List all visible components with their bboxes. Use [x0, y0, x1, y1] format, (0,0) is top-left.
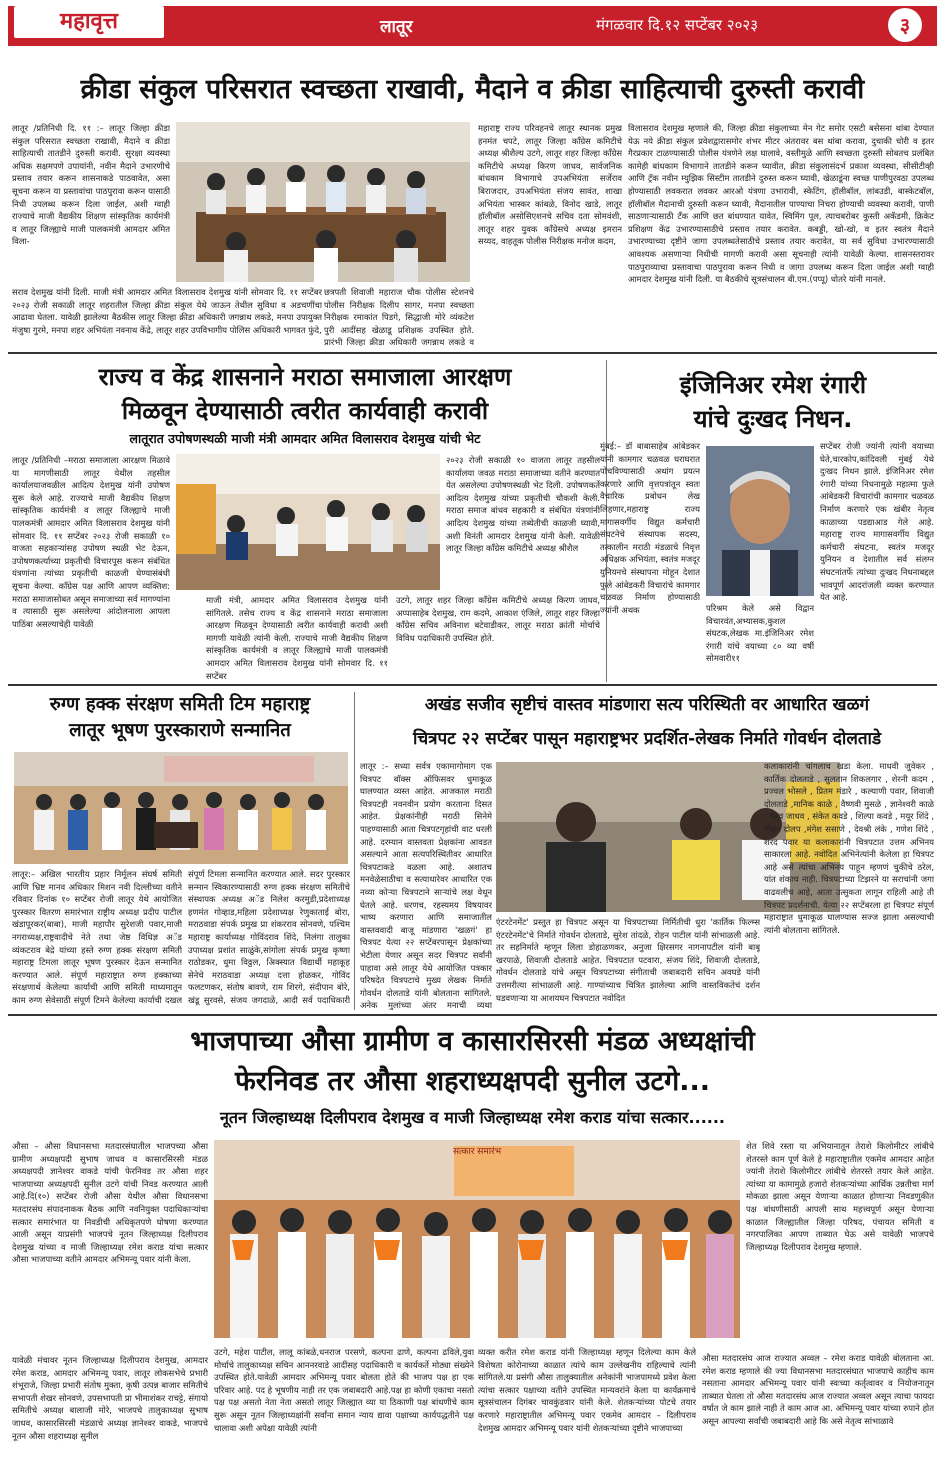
story1-headline: क्रीडा संकुल परिसरात स्वच्छता राखावी, मैदाने व क्रीडा साहित्याची दुरुस्ती करावी [80, 74, 865, 105]
story3-col3: परिश्रम केले असे विद्वान विचारवंत,अभ्यासक,कुशल संघटक,लेखक मा.इंजिनिअर रमेश रंगारी यांचे वयाच्या ८० व्या वर्षी सोमवारी११ [706, 603, 814, 664]
story3-portrait [706, 446, 814, 596]
story6-col4: शेत शिवे रस्ता या अभियानातून तेराशे किलोमीटर लांबीचे शेतरस्ते काम पूर्ण केले हे महाराष्ट्रातील एकमेव आमदार आहेत ज्यांनी तेराशे किलोमीटर लांबीचे शेतरस्ते तयार केले आहेत. त्यांच्या या कामामुळे हजारो शेतकऱ्यांच्या आर्थिक उन्नतीचा मार्ग मोकळा झाला असून येणाऱ्या काळात होणाऱ्या निवडणुकीत पक्ष बांधणीसाठी आपली साथ महत्त्वपूर्ण असून येणाऱ्या काळात जिल्ह्यातील जिल्हा परिषद, पंचायत समिती व नगरपालिका आपण ताब्यात घेऊ असे यावेळी भाजपचे जिल्हाध्यक्ष दिलीपराव देशमुख म्हणाले. [746, 1141, 934, 1252]
issue-date: मंगळवार दि.१२ सप्टेंबर २०२३ [596, 16, 758, 34]
portrait-photo [706, 446, 814, 596]
story6-col3: व्यक्त करीत रमेश कराड यांनी जिल्हाध्यक्ष म्हणून दिलेल्या काम केले विशेषता कोरोनाच्या काळात त्यांचे काम उल्लेखनीय राहिल्याचे त्यांनी सांगितले.या प्रसंगी औसा तालुक्यातील अनेकांनी भाजपामध्ये प्रवेश केला त्यांचा सत्कार पक्षाच्या वतीने उपस्थित मान्यवरांने केला या कार्यक्रमाचे सूत्रसंचालन दिगंबर चावकुंडवार यांनी केले. शेतकऱ्यांच्या पोटचे तयार करणारे महाराष्ट्रातील अभिमन्यू पवार एकमेव आमदार – दिलीपराव देशमुख आमदार अभिमन्यू पवार यांनी शेतकऱ्यांच्या दृष्टीने भाजपाच्या [478, 1347, 696, 1433]
story3-col1: मुंबई:– डॉ बाबासाहेब आंबेडकर यांनी कामगार चळवळ घराघरात पोचविण्यासाठी अथांग प्रयत्न करणारे आणि वृत्तपत्रांतून स्वतः वैचारिक प्रबोधन लेख लिहणार,महाराष्ट्र राज्य मागासवर्गीय विद्युत कर्मचारी संघटनेचे संस्थापक सदस्य, तत्कालीन मराठी मंडळाचे निवृत्त अधिक्षक अभियंता, स्वतंत्र मजदूर युनियनचे संस्थापना मोहून देशात फुले आंबेडकरी विचारांचे कामगार चळवळ निर्माण होण्यासाठी ज्यांनी अथक [600, 441, 700, 615]
story3-col2: सप्टेंबर रोजी ज्यांनी त्यांनी वयाच्या घेते,चारकोप,कांदिवली मुंबई येथे दुःखद निधन झाले. इंजिनिअर रमेश रंगारी यांच्या निधनामुळे महात्मा फुले आंबेडकरी विचारांची कामगार चळवळ निर्माण करणारे एक खंबीर नेतृत्व काळाच्या पडद्याआड गेले आहे. महाराष्ट्र राज्य मागासवर्गीय विद्युत कर्मचारी संघटना, स्वतंत्र मजदूर युनियन व देशातील सर्व संलग्न संघटनांतर्फे त्यांच्या दुःखद निधनाबद्दल भावपूर्ण आदरांजली व्यक्त करण्यात येत आहे. [820, 441, 934, 603]
story6-headline-line1: भाजपाच्या औसा ग्रामीण व कासारसिरसी मंडळ अध्यक्षांची [190, 1026, 755, 1057]
story2-col4: उटगे, लातूर शहर जिल्हा काँग्रेस कमिटीचे अध्यक्ष किरण जाधव, अप्पासाहेब देशमुख, राम कदमे, आकाश एंजिले, लातूर शहर जिल्हा काँग्रेस सचिव अविनाश बटेवाडीकर, लातूर मराठा क्रांती मोर्चाचे विविध पदाधिकारी उपस्थित होते. [396, 595, 600, 643]
divider [8, 352, 937, 354]
column-divider [354, 692, 355, 1010]
story2-headline-line2: मिळवून देण्यासाठी त्वरीत कार्यवाही करावी [121, 397, 489, 425]
story5-headline-line2: चित्रपट २२ सप्टेंबर पासून महाराष्ट्रभर प्रदर्शित-लेखक निर्माते गोवर्धन दोलताडे [412, 729, 882, 749]
story4-col2: संपूर्ण टिमला सन्मानित करण्यात आले. सदर पुरस्कार सन्मान स्विकारण्यासाठी रुग्ण हक्क संरक्षण समितीचे संस्थापक अध्यक्ष अॅड निलेश करमुडी,प्रदेशाध्यक्ष हणमंत गोव्हाड,महिला प्रदेशाध्यक्ष रेणुकाताई बोरा, मराठवाडा संपर्क प्रमुख प्रा शंकरराव सोनवणे, पश्चिम महाराष्ट्र कार्याध्यक्ष गोविंदराव शिंदे, निलंगा तालुका उपाध्यक्ष प्रशांत साळुंके,सांगोला संपर्क प्रमुख कृष्णा राठोडकर, धुमा विठ्ठल, अिक्स्यात विद्यार्थी महाकूह सेनेचे मराठवाडा अध्यक्ष दत्ता होळकर, गोविंद फलटणकर, संतोष बावणे, राम शिरगे, संदीपान बोरे, खंडू सुरवसे, संजय जगदाळे, आदी सर्व पदाधिकारी [188, 869, 350, 1005]
story1-col1: लातूर /प्रतिनिधी दि. ११ :– लातूर जिल्हा क्रीडा संकुल परिसरात स्वच्छता राखावी, मैदाने व क्रीडा साहित्याची तातडीने दुरुस्ती करावी. सुरक्षा व्यवस्था अधिक सक्षमपणे उपायांनी, नवीन मैदाने उभारणीचे प्रस्ताव तयार करून शासनाकडे पाठवावेत, असा सूचना करून या प्रस्तावांचा पाठपुरावा करून यासाठी निधी उपलब्ध करून दिला जाईल, अशी ग्वाही राज्याचे माजी वैद्यकीय शिक्षण सांस्कृतिक कार्यमंत्री व लातूर जिल्ह्याचे माजी पालकमंत्री आमदार अमित विला- [12, 123, 170, 247]
story6-headline-line2: फेरनिवड तर औसा शहराध्यक्षपदी सुनील उटगे... [234, 1066, 711, 1097]
story5-col3: कलाकारांनी चांगलाच खडा केला. माधवी जुवेकर , कार्तिक दोलताडे , सुलतान शिकलगार , शेरनी कदम , प्रज्वल भोसले , प्रितम मंडारे , कल्याणी पवार, शिवाजी दोलताडे ,मानिक काळे , वैष्णवी मुसळे , ज्ञानेश्वरी काळे , भैरव जाधव , संकेत कवडे , शिल्पा कवडे , मयूर शिंदे , मोहन दोलप ,मंगेश ससाणे , देवश्री लंके , गणेश शिंदे , शरद पवार या कलाकारांनी चित्रपटात उत्तम अभिनय साकारला आहे. नवोदित अभिनेत्यांनी केलेला हा चित्रपट आहे असे त्यांचा अभिनय पाहून म्हणणं चुकीचे ठरेल, यांत शंकाच नाही. चित्रपटाच्या टिझरने या सराचांनी जगा वाढवलीच आहे, आता उत्सुकता लागून राहिली आहे ती चित्रपट प्रदर्शनाची. येत्या २२ सप्टेंबरला हा चित्रपट संपूर्ण महाराष्ट्रात धुमाकूळ घालण्यास सज्ज झाला असल्याची त्यांनी बोलताना सांगितले. [764, 761, 934, 935]
story5-col2: एंटरटेनमेंट' प्रस्तुत हा चित्रपट असून या चित्रपटाच्या निर्मितीची धुरा 'कार्तिक फिल्म्स एंटरटेनमेंट'चे निर्माते गोवर्धन दोलताडे, सुरेश तांदळे, रोहन पाटील यांनी सांभाळली आहे. तर सहनिर्माते म्हणून लिला डोहाळणकर, अनुजा क्षिरसगर नागनापटील यांनी बाबू खरपाळे, शिवाजी दोलताडे आहेत. चित्रपटात पटवारा, संजय शिंदे, शिवाजी दोलताडे, गोवर्धन दोलताडे यांचे असून चित्रपटाच्या संगीताची जबाबदारी सचिन अवघडे यांनी उत्तमरीत्या सांभाळली आहे. गाण्यांच्याच चित्रित झालेल्या आणि वास्तविकतेचं दर्शन घडवणाऱ्या या आशयघन चित्रपटात नवोदित [496, 917, 760, 1003]
story2-photo [176, 454, 440, 590]
story2-col2: २०२३ रोजी सकाळी १० वाजता लातूर तहसील कार्यालया जवळ मराठा समाजाच्या वतीने करण्यात येत असलेल्या उपोषणस्थळी भेट दिली. उपोषणकर्ते आदित्य देशमुख यांच्या प्रकृतीची चौकशी केली. मराठा समाज बांधव सहकारी व संबंधित यंत्रणांनी आदित्य देशमुख यांच्या तब्येतीची काळजी घ्यावी, अशी विनंती आमदार देशमुख यांनी केली. यावेळी लातूर जिल्हा काँग्रेस कमिटीचे अध्यक्ष श्रीशैल [446, 455, 600, 554]
page-number: ३ [888, 8, 922, 42]
award-ceremony-photo [14, 752, 348, 864]
story6-subhead: नूतन जिल्हाध्यक्ष दिलीपराव देशमुख व माजी जिल्हाध्यक्ष रमेश कराड यांचा सत्कार...... [219, 1108, 726, 1127]
story4-headline-line2: लातूर भूषण पुरस्काराणे सन्मानित [69, 720, 291, 741]
story1-col4: विलासराव देशमुख म्हणाले की, जिल्हा क्रीडा संकुलाच्या मेन गेट समोर एसटी बसेसना थांबा देण्यात येऊ नये क्रीडा संकुल प्रवेशद्वारासमोर शंभर मीटर अंतरावर बस थांबा करावा, दुचाकी चोरी व इतर गैरप्रकार टाळण्यासाठी पोलीस यंत्रणेने लक्ष घालावे, वस्तीमुळे आणि स्वच्छता दुरुस्ती सोबतच प्रलंबित कामेही बांधकाम विभागाने तातडीने करून घ्यावीत, क्रीडा संकुलासंदर्भ प्रकाश व्यवस्था, सीसीटीव्ही आणि ट्रॅक नवीन म्युझिक सिस्टीम तातडीने दुरुस्त करून घ्यावी, खेळाडूंना स्वच्छ पाणीपुरवठा उपलब्ध होण्यासाठी लवकरात लवकर आरओ यंत्रणा उभारावी, स्केटिंग, हॉलीबॉल, लांबउडी, बास्केटबॉल, हॉलीबॉल मैदानाची दुरुस्ती करून घ्यावी, मैदानातील पाण्याचा निचरा होण्याची व्यवस्था करावी, पाणी साठणाऱ्यासाठी टँक आणि छत बांधण्यात यावेत, स्विमिंग पूल, त्याचबरोबर कुस्ती अकॅडमी, क्रिकेट प्रशिक्षण केंद्र उभारण्यासाठीचे प्रस्ताव तयार करावेत. कबड्डी, खो-खो, व इतर स्वतंत्र मैदाने उभारण्याच्या दृष्टीने जागा उपलब्धतेसाठीचे प्रस्ताव तयार करावेत, या सर्व सुविधा उभारण्यासाठी आवश्यक असणाऱ्या निधीची मागणी करावी असा सूचनाही त्यांनी यावेळी केल्या. शासनस्तरावर पाठपुराव्याचा प्रस्तावाचा पाठपुरावा करून निधी व जागा उपलब्ध करून दिला जाईल अशी ग्वाही आमदार देशमुख यांनी दिली. या बैठकीचे सूत्रसंचालन बी.एम.(पप्पू) धोतरे यांनी मानले. [628, 123, 934, 285]
story5-headline-line1: अखंड सजीव सृष्टीचं वास्तव मांडणारा सत्य परिस्थिती वर आधारित खळगं [424, 695, 870, 715]
story5-col1: लातूर :– सध्या सर्वत्र एकामागोमाग एक चित्रपट बॉक्स ऑफिसवर धुमाकूळ घालण्यात व्यस्त आहेत. आजकाल मराठी चित्रपटही नवनवीन प्रयोग करताना दिसत आहेत. प्रेक्षकांनीही मराठी सिनेमे पाहण्यासाठी आता चित्रपटगृहांची वाट धरली आहे. दरम्यान वास्तवता प्रेक्षकांना आवडत असल्याने आता सत्यपरिस्थितीवर आधारित चित्रपटाकडे वळला आहे. अशातच मनवेळेसाठीचा व सत्याधारेवर आधारित एक नव्या कोऱ्या चित्रपटाने साऱ्यांचे लक्ष वेधून घेतले आहे. धरणच, रहस्यमय विषयावर भाष्य करणारा आणि समाजातील वास्तववादी बाजू मांडणारा 'खळगं' हा चित्रपट येत्या २२ सप्टेंबरपासून प्रेक्षकांच्या भेटीला येणार असून सदर चित्रपट सर्वांनी पाहावा असे लातूर येथे आयोजित पत्रकार परिषदेत चित्रपटाचे मुख्य लेखक निर्माते गोवर्धन दोलताडे यांनी बोलताना सांगितले. अनेक मुलांच्या अंतर मनाची व्यथा [360, 761, 492, 1010]
story6-col1b: यावेळी मंचावर नूतन जिल्हाध्यक्ष दिलीपराव देशमुख, आमदार रमेश कराड, आमदार अभिमन्यू पवार, लातूर लोकसभेचे प्रभारी शंभूराजे, जिल्हा प्रभारी संतोष मुक्ता, कृषी उत्पन्न बाजार समितीचे सभापती शेखर सोनवणे, उपसभापती प्रा भीमाशंकर राचट्टे, संगायो समितीचे अध्यक्ष बालाजी मोरे, भाजपचे तालुकाध्यक्ष सुभाष जाधव, कासारसिरसी मंडळाचे अध्यक्ष ज्ञानेश्वर वाकडे, भाजपचे नूतन औसा शहराध्यक्ष सुनील [12, 1355, 208, 1441]
divider [8, 1014, 937, 1016]
divider [8, 684, 937, 686]
banner-text: सत्कार समारंभ [452, 1147, 502, 1157]
story1-col3: महाराष्ट्र राज्य परिवहनचे लातूर स्थानक प्रमुख हनमंत चपटे, लातूर जिल्हा काँग्रेस कमिटीचे अध्यक्ष श्रीशैल्य उटगे, लातूर शहर जिल्हा काँग्रेस कमिटीचे अध्यक्ष किरण जाधव, सार्वजनिक बांधकाम विभागाचे उपअभियंता सर्जेराव बिराजदार, उपअभियंता संजय सावंत, शाखा अभियंता भास्कर कांबळे, विनोद खाडे, लातूर हॉलीबॉल असोसिएशनचे सचिव दता सोमवंशी, लातूर शहर युवक काँग्रेसचे अध्यक्ष इमरान सय्यद, वाहतूक पोलीस निरीक्षक मनोज कदम, [478, 123, 622, 247]
story6-photo [214, 1140, 740, 1338]
story2-col1: लातूर /प्रतिनिधी –मराठा समाजाला आरक्षण मिळावे या मागणीसाठी लातूर येथील तहसील कार्यालयाजवळील आदित्य देशमुख यांनी उपोषण सुरू केले आहे. राज्याचे माजी वैद्यकीय शिक्षण सांस्कृतिक कार्यमंत्री व लातूर जिल्ह्याचे माजी पालकमंत्री आमदार अमित विलासराव देशमुख यांनी सोमवार दि. ११ सप्टेंबर २०२३ रोजी सकाळी १० वाजता सहकाऱ्यांसह उपोषण स्थळी भेट देऊन, उपोषणकर्त्याच्या प्रकृतीची विचारपूस करून संबंधित यंत्रणांना त्यांच्या प्रकृतीची काळजी घेण्यासंबंधी सूचना केल्या. काँग्रेस पक्ष आणि आपण व्यक्तिश: मराठा समाजासोबत असून समाजाच्या सर्व मागण्यांना व त्यासाठी सुरू असलेल्या आंदोलनाला आपला पाठिंबा असल्याचेही यावेळी [12, 455, 170, 629]
story2-subhead: लातूरात उपोषणस्थळी माजी मंत्री आमदार अमित विलासराव देशमुख यांची भेट [129, 431, 481, 446]
meeting-photo [176, 122, 470, 282]
story1-col2-main: छत्रपती शिवाजी महाराज चौक पोलीस स्टेशनचे पोलीस निरीक्षक दिलीप सागर, मनपा स्वच्छता निरीक्षक रमाकांत पिडगे, सिद्धाजी मोरे व्यंकटेश पुरी आदींसह खेळाडू प्रशिक्षक उपस्थित होते. प्रारंभी जिल्हा क्रीडा अधिकारी जगन्नाथ लकडे व [324, 287, 474, 348]
felicitation-photo [214, 1140, 740, 1338]
story4-col1: लातूर:– अखिल भारतीय प्रहार निर्मूलन संघर्ष समिती आणि भ्रिष्ट मानव अधिकार मिशन नवी दिल्लीच्या वतीने रविवार दिनांक १० सप्टेंबर रोजी लातूर येथे आयोजित पुरस्कार वितरण समारंभात राष्ट्रीय अध्यक्ष प्रदीप पाटील खंडापूरकर(बाबा), माजी महापौर सुरेशजी पवार,माजी नगराध्यक्ष,राष्ट्रवादीचे नेते तथा जेष्ठ विधिज्ञ अॅड व्यंकटराव बेद्रे यांच्या हस्ते रुग्ण हक्क संरक्षण समिती महाराष्ट्र टिमला लातूर भूषण पुरस्कार देऊन सन्मानित करण्यात आले. संपूर्ण महाराष्ट्रात रुग्ण हक्काच्या संरक्षणार्थ केलेल्या कार्याची आणि समिती माध्यमातून काम रुग्ण सेवेसाठी संपूर्ण टिमने केलेल्या कार्याची दखल [12, 869, 182, 1005]
story6-col2: उटगे, महेश पाटील, लालू कांबळे,धनराज परसणे, कल्पना ढाणे, कल्पना ढविले,युवा मोर्चाचे तालुकाध्यक्ष सचिन आननरवाडे आदींसह पदाधिकारी व कार्यकर्ते मोठ्या संख्येने उपस्थित होते.यावेळी आमदार अभिमन्यू पवार बोलता होते की भाजप पक्ष हा एक परिवार आहे. पद हे भूषणीय नाही तर एक जबाबदारी आहे.पक्ष हा कोणी एकाचा नसतो पक्ष पक्ष असतो नेता नेता असतो लातूर जिल्ह्यात व्या या ठिकाणी पक्ष बांधणीचे काम सुरू असून नूतन जिल्हाध्यक्षांनी सर्वांना समान न्याय द्यावा पक्षाच्या कार्यपद्धतीने पक्ष चालावा अशी अपेक्षा यावेळी त्यांनी [214, 1347, 474, 1433]
story4-headline-line1: रुग्ण हक्क संरक्षण समिती टिम महाराष्ट्र [49, 694, 311, 715]
edition-city: लातूर [380, 17, 413, 37]
story1-photo [176, 122, 470, 282]
story4-photo [14, 752, 348, 864]
protest-site-photo [176, 454, 440, 590]
story6-col1: औसा – औसा विधानसभा मतदारसंघातील भाजपच्या औसा ग्रामीण अध्यक्षपदी सुभाष जाधव व कासारसिरसी मंडळ अध्यक्षपदी ज्ञानेश्वर वाकडे यांची फेरनिवड तर औसा शहर भाजपाच्या अध्यक्षपदी सुनील उटगे यांची निवड करण्यात आली आहे.दि(१०) सप्टेंबर रोजी औसा येथील औसा विधानसभा मतदारसंघ संपादनाकक बैठक आणि नवनियुक्त पदाधिकाऱ्यांचा सत्कार समारंभात या निवडीची अधिकृतपणे घोषणा करण्यात आली असून याप्रसंगी भाजपचे नूतन जिल्हाध्यक्ष दिलीपराव देशमुख यांच्या व माजी जिल्हाध्यक्ष रमेश कराड यांचा सत्कार औसा भाजपाच्या वतीने आमदार अभिमन्यू पवार यांनी केला. [12, 1141, 208, 1265]
story1-col1b: सराव देशमुख यांनी दिली. माजी मंत्री आमदार अमित विलासराव देशमुख यांनी सोमवार दि. ११ सप्टेंबर २०२३ रोजी सकाळी लातूर शहरातील जिल्हा क्रीडा संकुल येथे जाऊन तेथील सुविधा व अडचणींचा आढावा घेतला. यावेळी झालेल्या बैठकीस लातूर जिल्हा क्रीडा अधिकारी जगन्नाथ लकडे, मनपा उपायुक्त मंजुषा गुरमे, मनपा शहर अभियंता नवनाथ केंद्रे, लातूर शहर उपविभागीय पोलिस अधिकारी भागवत फुंदे, [12, 287, 322, 335]
newspaper-name: महावृत्त [14, 6, 164, 38]
story3-headline-line2: यांचे दुःखद निधन. [693, 405, 853, 433]
story3-headline-line1: इंजिनिअर रमेश रंगारी [679, 371, 867, 399]
story2-headline-line1: राज्य व केंद्र शासनाने मराठा समाजाला आरक्षण [98, 363, 512, 391]
story2-col3: माजी मंत्री, आमदार अमित विलासराव देशमुख यांनी सांगितले. तसेच राज्य व केंद्र शासनाने मराठा समाजाला आरक्षण मिळवून देण्यासाठी त्वरीत कार्यवाही करावी अशी मागणी यावेळी त्यांनी केली. राज्याचे माजी वैद्यकीय शिक्षण सांस्कृतिक कार्यमंत्री व लातूर जिल्ह्याचे माजी पालकमंत्री आमदार अमित विलासराव देशमुख यांनी सोमवार दि. ११ सप्टेंबर [206, 595, 388, 680]
story6-col4b: औसा मतदारसंघ आज राज्यात अव्वल – रमेश कराड यावेळी बोलताना आ. रमेश कराड म्हणाले की ज्या विधानसभा मतदारसंघात भाजपाचे काहीच काम नसताना आमदार अभिमन्यू पवार यांनी स्वःच्या कर्तृत्वावर व नियोजनातून ताब्यात घेतला तो औसा मतदारसंघ आज राज्यात अव्वल असून त्याचा फायदा वर्षात जे काम झाले नाही ते काम आज आ. अभिमन्यू पवार यांच्या रुपाने होत असून आपल्या सर्वांची जबाबदारी आहे कि असे नेतृत्व सांभाळावे [702, 1353, 934, 1426]
